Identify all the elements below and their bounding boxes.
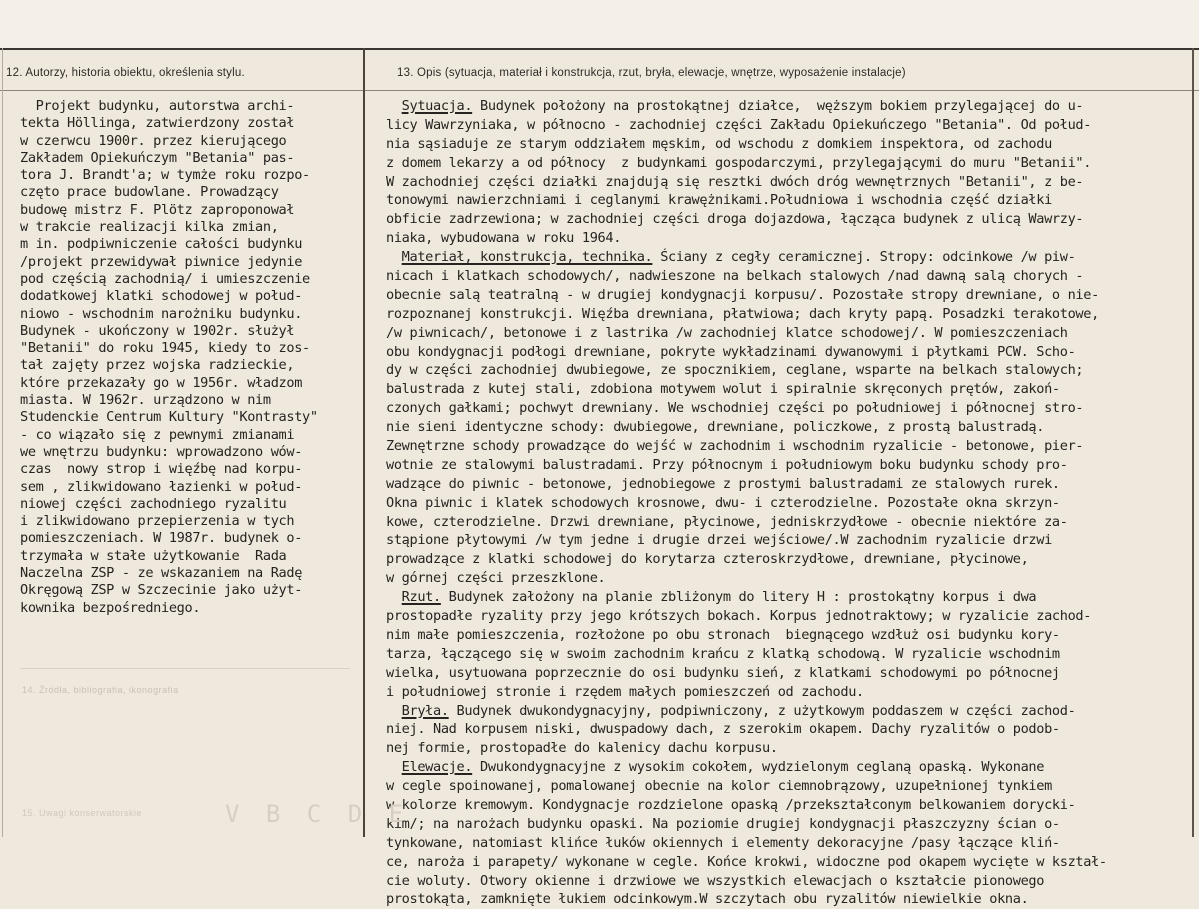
- history-line: sem , zlikwidowano łazienki w połud-: [20, 478, 303, 495]
- history-line: kownika bezpośredniego.: [20, 599, 201, 616]
- section-heading: Elewacje.: [401, 759, 473, 776]
- section-text: Ściany z cegły ceramicznej. Stropy: odcinkowe /w piw-: [652, 249, 1076, 266]
- history-line: które przekazały go w 1956r. władzom: [20, 374, 303, 391]
- history-line: tał zajęty przez wojska radzieckie,: [20, 357, 295, 374]
- history-line: - co wiązało się z pewnymi zmianami: [20, 426, 295, 443]
- section-first-line: [386, 702, 1191, 721]
- faint-section-label: 14. Źródła, bibliografia, ikonografia: [22, 685, 179, 695]
- section-line: kowe, czterodzielne. Drzwi drewniane, płycinowe, jedniskrzydłowe - obecnie niektóre za-: [386, 513, 1068, 530]
- history-line: "Betanii" do roku 1945, kiedy to zos-: [20, 340, 310, 357]
- history-line: Okręgową ZSP w Szczecinie jako użyt-: [20, 582, 303, 599]
- section-line: W zachodniej części działki znajdują się resztki dwóch dróg wewnętrznych "Betanii", z be-: [386, 173, 1084, 190]
- history-line: we wnętrzu budynku: wprowadzono wów-: [20, 443, 303, 460]
- section-12-header: 12. Autorzy, historia obiektu, określenia stylu.: [6, 67, 245, 79]
- section-line: czonych gałkami; pochwyt drewniany. We wschodniej części po południowej i północnej stro-: [386, 400, 1084, 417]
- section-line: niaka, wybudowana w roku 1964.: [386, 230, 622, 247]
- history-line: m in. podpiwniczenie całości budynku: [20, 236, 303, 253]
- history-line: dodatkowej klatki schodowej w połud-: [20, 288, 303, 305]
- section-heading: Sytuacja.: [401, 98, 473, 114]
- form-right-border: [1192, 48, 1194, 837]
- section-line: nim małe pomieszczenia, rozłożone po obu stronach biegnącego wzdłuż osi budynku kory-: [386, 626, 1060, 643]
- faint-rule: [20, 668, 350, 669]
- section-text: Budynek położony na prostokątnej działce, węższym bokiem przylegającej do u-: [472, 98, 1084, 114]
- section-line: wotnie ze stalowymi balustradami. Przy północnym i południowym boku budynku schody pro-: [386, 456, 1068, 473]
- form-left-border: [2, 48, 3, 837]
- section-text: Budynek dwukondygnacyjny, podpiwniczony, z użytkowym poddaszem w części zachod-: [448, 702, 1076, 719]
- section-line: nicach i klatkach schodowych/, nadwieszone na belkach stalowych /nad dawną salą chorych -: [386, 268, 1084, 285]
- section-line: nia sąsiaduje ze starym oddziałem męskim, od wschodu z domkiem inspektora, od zachodu: [386, 135, 1052, 152]
- top-margin: [0, 0, 1199, 48]
- section-line: w cegle spoinowanej, pomalowanej obecnie na kolor ciemnobrązowy, uzupełnionej tynkiem: [386, 778, 1052, 795]
- section-line: z domem lekarzy a od północy z budynkami gospodarczymi, przylegającymi do muru "Betanii".: [386, 154, 1092, 171]
- section-line: /w piwnicach/, betonowe i z lastrika /w zachodniej klatce schodowej/. W pomieszczeniach: [386, 324, 1068, 341]
- section-line: niej. Nad korpusem niski, dwuspadowy dach, z szerokim okapem. Dachy ryzalitów o podob-: [386, 721, 1060, 738]
- section-line: dy w części zachodniej dwubiegowe, ze spocznikiem, ceglane, wsparte na belkach stalowych;: [386, 362, 1084, 379]
- section-first-line: [386, 588, 1191, 607]
- section-line: licy Wawrzyniaka, w północno - zachodniej części Zakładu Opiekuńczego "Betania". Od połud-: [386, 116, 1092, 133]
- history-line: i zlikwidowano przepierzenia w tych: [20, 513, 295, 530]
- history-line: Projekt budynku, autorstwa archi-: [20, 98, 295, 114]
- history-line: w czerwcu 1900r. przez kierującego: [20, 132, 287, 149]
- section-heading: Bryła.: [401, 702, 449, 719]
- section-text: Dwukondygnacyjne z wysokim cokołem, wydzielonym ceglaną opaską. Wykonane: [472, 759, 1045, 776]
- form-header-rule: [0, 90, 1199, 91]
- history-line: czas nowy strop i więźbę nad korpu-: [20, 461, 303, 478]
- section-line: prostopadłe ryzality przy jego krótszych bokach. Korpus jednotraktowy; w ryzalicie zachod-: [386, 608, 1092, 625]
- history-line: miasta. W 1962r. urządzono w nim: [20, 392, 271, 409]
- section-line: w górnej części przeszklone.: [386, 570, 606, 587]
- section-text: Budynek założony na planie zbliżonym do litery H : prostokątny korpus i dwa: [440, 589, 1037, 606]
- section-line: balustrada z kutej stali, zdobiona motywem wolut i spiralnie skręconych prętów, zakoń-: [386, 381, 1060, 398]
- section-line: Okna piwnic i klatek schodowych krosnowe, dwu- i czterodzielne. Pozostałe okna skrzyn-: [386, 494, 1060, 511]
- history-line: niowo - wschodnim narożniku budynku.: [20, 305, 303, 322]
- faint-section-label-bottom: 15. Uwagi konserwatorskie: [22, 808, 143, 818]
- faint-stamp-letters: V B C D E: [225, 800, 410, 828]
- section-line: prowadzące z klatki schodowej do korytarza czteroskrzydłowe, drewniane, płycinowe,: [386, 551, 1029, 568]
- history-line: budowę mistrz F. Plötz zaproponował: [20, 201, 295, 218]
- history-line: /projekt przewidywał piwnice jedynie: [20, 253, 303, 270]
- history-line: niowej części zachodniego ryzalitu: [20, 495, 287, 512]
- section-line: kim/; na narożach budynku opaski. Na poziomie drugiej kondygnacji płaszczyzny ścian o-: [386, 815, 1060, 832]
- section-first-line: [386, 758, 1191, 777]
- section-line: stąpione płytowymi /w tym jedne i drugie drzei wejściowe/.W zachodnim ryzalicie drzwi: [386, 532, 1052, 549]
- section-line: prostokąta, zamknięte łukiem odcinkowym.W szczytach obu ryzalitów niewielkie okna.: [386, 891, 1029, 908]
- section-line: ce, naroża i parapety/ wykonane w cegle. Końce krokwi, widoczne pod okapem wycięte w kształ-: [386, 853, 1107, 870]
- section-line: obecnie salą teatralną - w drugiej kondygnacji korpusu/. Pozostałe stropy drewniane, o nie-: [386, 286, 1099, 303]
- history-line: trzymała w stałe użytkowanie Rada: [20, 547, 287, 564]
- history-line: tora J. Brandt'a; w tymże roku rozpo-: [20, 167, 310, 184]
- history-line: pod częścią zachodnią/ i umieszczenie: [20, 270, 310, 287]
- history-line: Studenckie Centrum Kultury "Kontrasty": [20, 409, 318, 426]
- section-line: i południowej stronie i rzędem małych pomieszczeń od zachodu.: [386, 683, 864, 700]
- section-line: nej formie, prostopadłe do kalenicy dachu korpusu.: [386, 740, 778, 757]
- history-line: Budynek - ukończony w 1902r. służył: [20, 322, 295, 339]
- section-line: wadzące do piwnic - betonowe, jednobiegowe z prostymi balustradami ze stalowych rurek.: [386, 475, 1060, 492]
- history-line: Naczelna ZSP - ze wskazaniem na Radę: [20, 565, 303, 582]
- section-line: tynkowane, natomiast klińce łuków okiennych i elementy dekoracyjne /pasy łączące kliń-: [386, 834, 1060, 851]
- section-line: wielka, usytuowana poprzecznie do osi budynku sień, z klatkami schodowymi po północnej: [386, 664, 1060, 681]
- history-line: w trakcie realizacji kilka zmian,: [20, 219, 279, 236]
- section-line: nie sieni identyczne schody: dwubiegowe, drewniane, policzkowe, z prostą balustradą.: [386, 419, 1045, 436]
- form-top-border: [0, 48, 1199, 50]
- section-line: w kolorze kremowym. Kondygnacje rozdzielone opaską /przekształconym belkowaniem dorycki-: [386, 796, 1076, 813]
- section-heading: Rzut.: [401, 589, 441, 606]
- section-line: rozpoznanej konstrukcji. Więźba drewniana, płatwiowa; dach kryty papą. Posadzki terakotowe,: [386, 305, 1099, 322]
- description-text-column: [386, 97, 1191, 909]
- section-13-header: 13. Opis (sytuacja, materiał i konstrukcja, rzut, bryła, elewacje, wnętrze, wyposażenie instalacje): [397, 67, 906, 79]
- history-line: częto prace budowlane. Prowadzący: [20, 184, 279, 201]
- section-heading: Materiał, konstrukcja, technika.: [401, 249, 653, 266]
- section-line: tonowymi nawierzchniami i ceglanymi krawężnikami.Południowa i wschodnia część działki: [386, 192, 1052, 209]
- section-line: Zewnętrzne schody prowadzące do wejść w zachodnim i wschodnim ryzalicie - betonowe, pier-: [386, 438, 1084, 455]
- section-line: tarza, łączącego się w swoim zachodnim krańcu z klatką schodową. W ryzalicie wschodnim: [386, 645, 1060, 662]
- section-line: obficie zadrzewiona; w zachodniej części droga dojazdowa, łącząca budynek z ulicą Wawrzy-: [386, 211, 1084, 228]
- section-first-line: [386, 248, 1191, 267]
- column-divider: [363, 48, 365, 837]
- section-first-line: [386, 97, 1191, 116]
- history-text-column: [20, 98, 360, 617]
- history-line: tekta Höllinga, zatwierdzony został: [20, 115, 295, 132]
- history-line: Zakładem Opiekuńczym "Betania" pas-: [20, 149, 295, 166]
- section-line: obu kondygnacji podłogi drewniane, pokryte wykładzinami dywanowymi i płytkami PCW. Scho-: [386, 343, 1076, 360]
- section-line: cie woluty. Otwory okienne i drzwiowe we wszystkich elewacjach o kształcie pionowego: [386, 872, 1045, 889]
- history-line: pomieszczeniach. W 1987r. budynek o-: [20, 530, 303, 547]
